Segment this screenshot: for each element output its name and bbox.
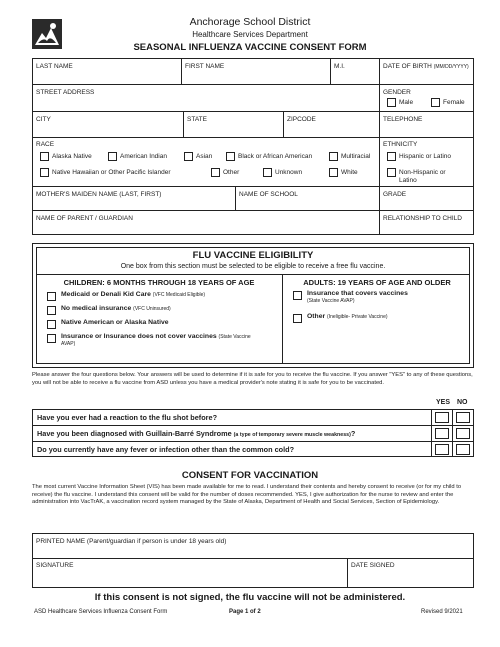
race-american-indian-checkbox[interactable] [108,152,117,161]
parent-name-label: NAME OF PARENT / GUARDIAN [36,215,133,222]
race-unknown-checkbox[interactable] [263,168,272,177]
ethnicity-label: ETHNICITY [383,141,418,148]
q3-no-box[interactable] [456,444,470,455]
eligibility-adult-insurance-option[interactable]: Insurance that covers vaccines (State Vaccine AVAP) [293,290,408,304]
race-multiracial-checkbox[interactable] [329,152,338,161]
ethnicity-non-hispanic-label-cont: Latino [399,177,417,184]
grade-label: GRADE [383,191,407,198]
questions-instructions: Please answer the four questions below. Your answers will be used to determine if it is safe for you to receive the flu vaccine. If you answer "YES" to any of these questions, you will not be able to receive a flu vaccine from ASD unless you have a medical provider's note stating it is safe for you to be vaccinated. [32,372,473,386]
race-alaska-native-checkbox[interactable] [40,152,49,161]
district-name: Anchorage School District [189,16,311,28]
gender-male-option[interactable]: Male [387,98,413,107]
city-label: CITY [36,116,51,123]
department-name: Healthcare Services Department [192,30,308,39]
relationship-label: RELATIONSHIP TO CHILD [383,215,462,222]
q2-no-box[interactable] [456,428,470,439]
race-asian-option[interactable]: Asian [184,152,212,161]
eligibility-no-insurance-checkbox[interactable] [47,306,56,315]
printed-name-label: PRINTED NAME (Parent/guardian if person is under 18 years old) [36,538,227,545]
eligibility-adult-other-option[interactable]: Other (Ineligible- Private Vaccine) [293,313,388,323]
race-label: RACE [36,141,55,148]
children-title: CHILDREN: 6 MONTHS THROUGH 18 YEARS OF AGE [63,278,255,287]
dob-label: DATE OF BIRTH (MM/DD/YYYY) [383,63,469,70]
footer-form-name: ASD Healthcare Services Influenza Consent Form [34,609,168,615]
question-2: Have you been diagnosed with Guillain-Barré Syndrome (a type of temporary severe muscle weakness)? [37,429,356,438]
q3-yes-box[interactable] [435,444,449,455]
eligibility-medicaid-checkbox[interactable] [47,292,56,301]
race-pacific-islander-option[interactable]: Native Hawaiian or Other Pacific Islander [40,168,171,177]
ethnicity-non-hispanic-checkbox[interactable] [387,168,396,177]
race-other-checkbox[interactable] [211,168,220,177]
footer-revision: Revised 9/2021 [421,609,463,615]
gender-male-checkbox[interactable] [387,98,396,107]
last-name-label: LAST NAME [36,63,73,70]
first-name-label: FIRST NAME [185,63,225,70]
race-unknown-option[interactable]: Unknown [263,168,302,177]
race-black-option[interactable]: Black or African American [226,152,312,161]
q2-yes-box[interactable] [435,428,449,439]
race-white-option[interactable]: White [329,168,358,177]
gender-label: GENDER [383,89,411,96]
eligibility-insurance-option[interactable]: Insurance or Insurance does not cover vaccines (State Vaccine AVAP) [47,333,251,347]
ethnicity-hispanic-option[interactable]: Hispanic or Latino [387,152,451,161]
race-white-checkbox[interactable] [329,168,338,177]
adults-title: ADULTS: 19 YEARS OF AGE AND OLDER [303,278,451,287]
gender-female-option[interactable]: Female [431,98,465,107]
eligibility-adult-insurance-checkbox[interactable] [293,291,302,300]
yes-header: YES [436,399,451,406]
school-name-label: NAME OF SCHOOL [239,191,298,198]
zipcode-label: ZIPCODE [287,116,316,123]
ethnicity-hispanic-checkbox[interactable] [387,152,396,161]
race-pacific-islander-checkbox[interactable] [40,168,49,177]
final-warning: If this consent is not signed, the flu vaccine will not be administered. [94,592,406,603]
consent-title: CONSENT FOR VACCINATION [181,470,319,481]
question-3: Do you currently have any fever or infection other than the common cold? [37,445,295,454]
race-multiracial-option[interactable]: Multiracial [329,152,370,161]
mothers-maiden-name-label: MOTHER'S MAIDEN NAME (LAST, FIRST) [36,191,162,198]
eligibility-native-option[interactable]: Native American or Alaska Native [47,319,169,329]
state-label: STATE [187,116,207,123]
eligibility-medicaid-option[interactable]: Medicaid or Denali Kid Care (VFC Medicaid Eligible) [47,291,205,301]
mi-label: M.I. [334,63,345,70]
ethnicity-non-hispanic-option[interactable]: Non-Hispanic or [387,168,446,177]
street-address-label: STREET ADDRESS [36,89,95,96]
race-asian-checkbox[interactable] [184,152,193,161]
telephone-label: TELEPHONE [383,116,423,123]
q1-yes-box[interactable] [435,412,449,423]
eligibility-subtitle: One box from this section must be selected to be eligible to receive a free flu vaccine. [120,263,386,270]
race-alaska-native-option[interactable]: Alaska Native [40,152,92,161]
eligibility-adult-other-checkbox[interactable] [293,314,302,323]
eligibility-native-checkbox[interactable] [47,320,56,329]
question-1: Have you ever had a reaction to the flu shot before? [37,413,218,422]
signature-label: SIGNATURE [36,562,74,569]
race-black-checkbox[interactable] [226,152,235,161]
eligibility-insurance-checkbox[interactable] [47,334,56,343]
eligibility-no-insurance-option[interactable]: No medical insurance (VFC Uninsured) [47,305,171,315]
q1-no-box[interactable] [456,412,470,423]
footer-page-number: Page 1 of 2 [229,609,261,615]
form-title: SEASONAL INFLUENZA VACCINE CONSENT FORM [133,42,367,53]
dob-format: (MM/DD/YYYY) [433,64,469,70]
race-other-option[interactable]: Other [211,168,239,177]
gender-female-checkbox[interactable] [431,98,440,107]
eligibility-title: FLU VACCINE ELIGIBILITY [192,250,314,261]
race-american-indian-option[interactable]: American Indian [108,152,167,161]
no-header: NO [457,399,468,406]
date-signed-label: DATE SIGNED [351,562,395,569]
consent-text: The most current Vaccine Information Sheet (VIS) has been made available for me to read. I understand their contents and hereby consent to receive (or for my child to receive) the flu vaccine. I understand this consent will be valid for the number of doses recommended. YES, I give authorization for the nurse to review and enter the administration into VacTrAK, a vaccination record system managed by the State of Alaska, Department of Health and Social Services, Section of Epidemiology. [32,484,462,506]
